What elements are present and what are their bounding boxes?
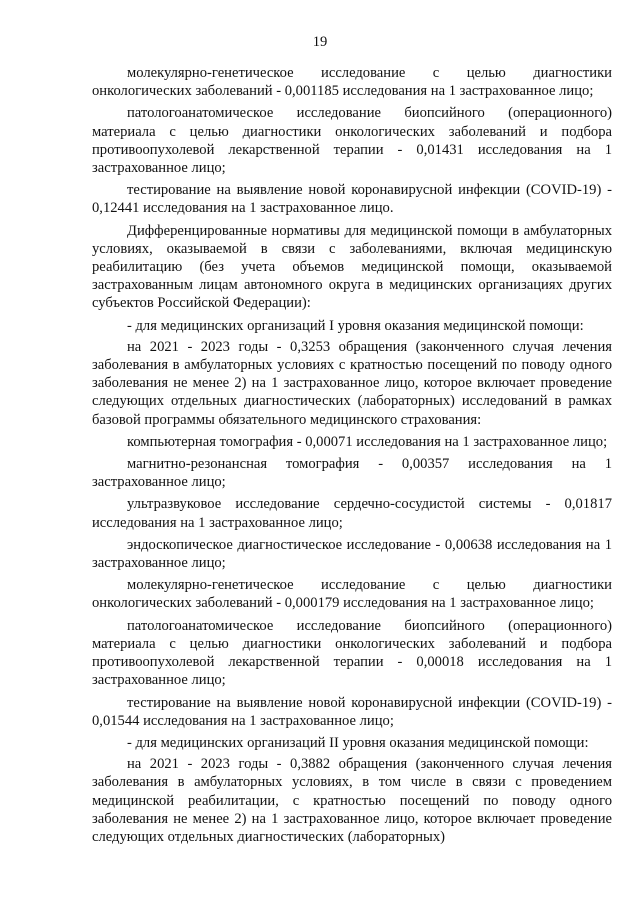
- paragraph: Дифференцированные нормативы для медицинской помощи в амбулаторных условиях, оказываемой в связи с заболеваниями, включая медицинскую реабилитацию (без учета объемов медицинской помощи, оказываемой застрахованным лицам автономного округа в медицинских организациях других субъектов Российской Федерации):: [92, 222, 612, 312]
- page-number: 19: [312, 34, 328, 50]
- paragraph: - для медицинских организаций I уровня оказания медицинской помощи:: [127, 317, 584, 334]
- paragraph: тестирование на выявление новой коронавирусной инфекции (COVID-19) - 0,12441 исследования на 1 застрахованное лицо.: [92, 182, 612, 217]
- paragraph: на 2021 - 2023 годы - 0,3882 обращения (законченного случая лечения заболевания в амбулаторных условиях, в том числе в связи с проведением медицинской реабилитации, с кратностью посещений по поводу одного заболевания не менее 2) на 1 застрахованное лицо, которое включает проведение следующих отдельных диагностических (лабораторных): [92, 756, 612, 845]
- paragraph: тестирование на выявление новой коронавирусной инфекции (COVID-19) - 0,01544 исследования на 1 застрахованное лицо;: [92, 694, 612, 729]
- paragraph: на 2021 - 2023 годы - 0,3253 обращения (законченного случая лечения заболевания в амбулаторных условиях с кратностью посещений по поводу одного заболевания не менее 2) на 1 застрахованное лицо, которое включает проведение следующих отдельных диагностических (лабораторных) исследований в рамках базовой программы обязательного медицинского страхования:: [92, 338, 612, 428]
- paragraph: патологоанатомическое исследование биопсийного (операционного) материала с целью диагностики онкологических заболеваний и подбора противоопухолевой лекарственной терапии - 0,00018 исследования на 1 застрахованное лицо;: [92, 617, 612, 689]
- paragraph: ультразвуковое исследование сердечно-сосудистой системы - 0,01817 исследования на 1 застрахованное лицо;: [92, 496, 612, 531]
- paragraph: - для медицинских организаций II уровня оказания медицинской помощи:: [127, 734, 589, 751]
- paragraph: магнитно-резонансная томография - 0,00357 исследования на 1 застрахованное лицо;: [92, 456, 612, 491]
- paragraph: компьютерная томография - 0,00071 исследования на 1 застрахованное лицо;: [127, 433, 608, 450]
- paragraph: молекулярно-генетическое исследование с целью диагностики онкологических заболеваний - 0,000179 исследования на 1 застрахованное лицо;: [92, 577, 612, 612]
- paragraph: молекулярно-генетическое исследование с целью диагностики онкологических заболеваний - 0,001185 исследования на 1 застрахованное лицо;: [92, 65, 612, 100]
- document-body: [92, 64, 612, 850]
- paragraph: эндоскопическое диагностическое исследование - 0,00638 исследования на 1 застрахованное лицо;: [92, 536, 612, 572]
- paragraph: патологоанатомическое исследование биопсийного (операционного) материала с целью диагностики онкологических заболеваний и подбора противоопухолевой лекарственной терапии - 0,01431 исследования на 1 застрахованное лицо;: [92, 105, 612, 177]
